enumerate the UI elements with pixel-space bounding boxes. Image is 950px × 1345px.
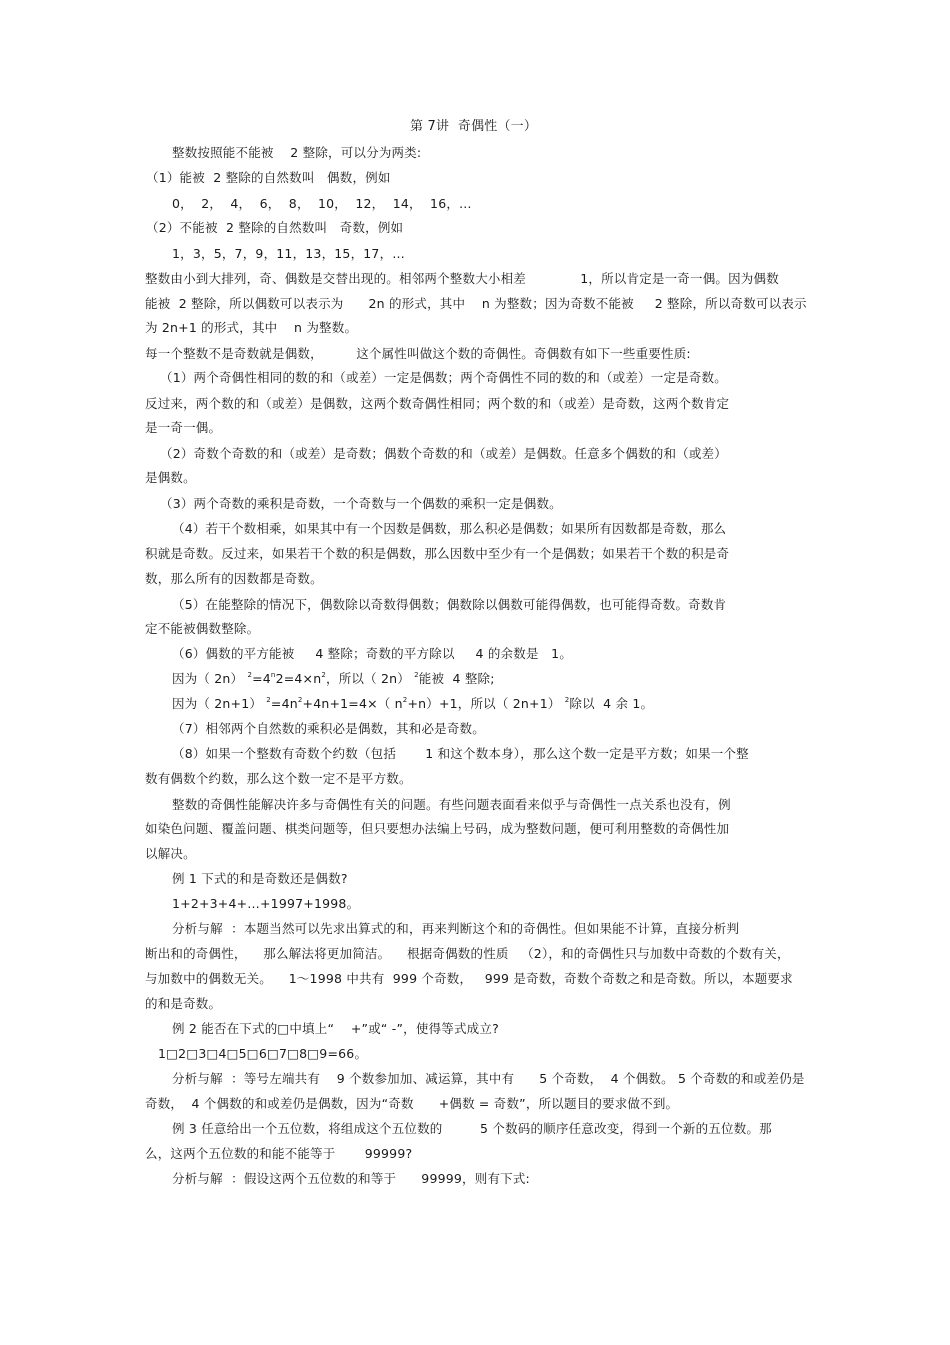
formula-text: 因为（ 2n+1） bbox=[172, 696, 267, 711]
exponent: 2 bbox=[321, 671, 326, 679]
text-line: 整数由小到大排列，奇、偶数是交替出现的。相邻两个整数大小相差 1，所以肯定是一奇一偶。因为偶数 bbox=[145, 271, 779, 286]
text-line: （6）偶数的平方能被 4 整除；奇数的平方除以 4 的余数是 1。 bbox=[172, 646, 573, 661]
text-line: 的和是奇数。 bbox=[145, 996, 222, 1011]
text-line: 数，那么所有的因数都是奇数。 bbox=[145, 571, 323, 586]
text-line: 是一奇一偶。 bbox=[145, 420, 222, 435]
text-line: 1□2□3□4□5□6□7□8□9=66。 bbox=[158, 1046, 368, 1061]
exponent: 2 bbox=[266, 696, 271, 704]
page-title: 第 7讲 奇偶性（一） bbox=[410, 119, 538, 134]
text-line: 数有偶数个约数，那么这个数一定不是平方数。 bbox=[145, 771, 412, 786]
formula-text: +n）+1，所以（ 2n+1） bbox=[407, 696, 565, 711]
text-line: 以解决。 bbox=[145, 846, 196, 861]
text-line: 奇数， 4 个偶数的和或差仍是偶数，因为“奇数 +偶数 = 奇数”，所以题目的要求做不到。 bbox=[145, 1096, 679, 1111]
text-line: 0， 2， 4， 6， 8， 10， 12， 14， 16，… bbox=[172, 196, 472, 211]
text-line: 是偶数。 bbox=[145, 470, 196, 485]
formula-text: 因为（ 2n） bbox=[172, 671, 248, 686]
text-line: （2）奇数个奇数的和（或差）是奇数；偶数个奇数的和（或差）是偶数。任意多个偶数的和（或差） bbox=[160, 446, 727, 461]
text-line: 定不能被偶数整除。 bbox=[145, 621, 260, 636]
formula-text: +4n+1=4×（ n bbox=[302, 696, 403, 711]
formula-text: 能被 4 整除; bbox=[418, 671, 495, 686]
exponent: n bbox=[270, 671, 276, 679]
exponent: 2 bbox=[402, 696, 408, 704]
text-line: 为 2n+1 的形式，其中 n 为整数。 bbox=[145, 320, 358, 335]
formula-text: 除以 4 余 1。 bbox=[569, 696, 654, 711]
formula-line bbox=[172, 671, 495, 687]
text-line: 例 2 能否在下式的□中填上“ +”或“ -”，使得等式成立? bbox=[172, 1021, 499, 1036]
text-line: （1）能被 2 整除的自然数叫 偶数，例如 bbox=[146, 170, 391, 185]
formula-line bbox=[172, 696, 653, 712]
text-line: （1）两个奇偶性相同的数的和（或差）一定是偶数；两个奇偶性不同的数的和（或差）一定是奇数。 bbox=[160, 370, 727, 385]
text-line: （5）在能整除的情况下，偶数除以奇数得偶数；偶数除以偶数可能得偶数，也可能得奇数。奇数肯 bbox=[172, 597, 727, 612]
text-line: 每一个整数不是奇数就是偶数， 这个属性叫做这个数的奇偶性。奇偶数有如下一些重要性质: bbox=[145, 346, 691, 361]
text-line: 么，这两个五位数的和能不能等于 99999? bbox=[145, 1146, 413, 1161]
formula-text: =4 bbox=[252, 671, 271, 686]
text-line: （3）两个奇数的乘积是奇数，一个奇数与一个偶数的乘积一定是偶数。 bbox=[160, 496, 562, 511]
formula-text: ，所以（ 2n） bbox=[326, 671, 415, 686]
text-line: 分析与解 ：假设这两个五位数的和等于 99999，则有下式: bbox=[172, 1171, 530, 1186]
text-line: 分析与解 ：等号左端共有 9 个数参加加、减运算，其中有 5 个奇数， 4 个偶数。 5 个奇数的和或差仍是 bbox=[172, 1071, 805, 1086]
formula-text: =4n bbox=[270, 696, 298, 711]
text-line: 整数按照能不能被 2 整除，可以分为两类: bbox=[172, 145, 422, 160]
text-line: （4）若干个数相乘，如果其中有一个因数是偶数，那么积必是偶数；如果所有因数都是奇数，那么 bbox=[172, 521, 727, 536]
text-line: （8）如果一个整数有奇数个约数（包括 1 和这个数本身），那么这个数一定是平方数；如果一个整 bbox=[172, 746, 749, 761]
text-line: 分析与解 ：本题当然可以先求出算式的和，再来判断这个和的奇偶性。但如果能不计算，直接分析判 bbox=[172, 921, 740, 936]
text-line: 断出和的奇偶性， 那么解法将更加简洁。 根据奇偶数的性质 （2），和的奇偶性只与加数中奇数的个数有关， bbox=[145, 946, 790, 961]
exponent: 2 bbox=[297, 696, 303, 704]
text-line: 1+2+3+4+…+1997+1998。 bbox=[172, 896, 360, 911]
exponent: 2 bbox=[564, 696, 570, 704]
text-line: 1，3，5，7，9，11，13，15，17，… bbox=[172, 246, 405, 261]
text-line: 与加数中的偶数无关。 1～1998 中共有 999 个奇数， 999 是奇数，奇数个奇数之和是奇数。所以，本题要求 bbox=[145, 971, 793, 986]
text-line: 例 1 下式的和是奇数还是偶数? bbox=[172, 871, 348, 886]
formula-text: 2=4×n bbox=[275, 671, 322, 686]
text-line: 积就是奇数。反过来，如果若干个数的积是偶数，那么因数中至少有一个是偶数；如果若干个数的积是奇 bbox=[145, 546, 730, 561]
text-line: 例 3 任意给出一个五位数，将组成这个五位数的 5 个数码的顺序任意改变，得到一个新的五位数。那 bbox=[172, 1121, 772, 1136]
exponent: 2 bbox=[414, 671, 419, 679]
text-line: （2）不能被 2 整除的自然数叫 奇数，例如 bbox=[146, 220, 404, 235]
text-line: 如染色问题、覆盖问题、棋类问题等，但只要想办法编上号码，成为整数问题，便可利用整数的奇偶性加 bbox=[145, 821, 730, 836]
text-line: 能被 2 整除，所以偶数可以表示为 2n 的形式，其中 n 为整数；因为奇数不能被 2 整除，所以奇数可以表示 bbox=[145, 296, 807, 311]
text-line: （7）相邻两个自然数的乘积必是偶数，其和必是奇数。 bbox=[172, 721, 485, 736]
text-line: 整数的奇偶性能解决许多与奇偶性有关的问题。有些问题表面看来似乎与奇偶性一点关系也没有，例 bbox=[172, 797, 731, 812]
text-line: 反过来，两个数的和（或差）是偶数，这两个数奇偶性相同；两个数的和（或差）是奇数，这两个数肯定 bbox=[145, 396, 730, 411]
exponent: 2 bbox=[247, 671, 253, 679]
